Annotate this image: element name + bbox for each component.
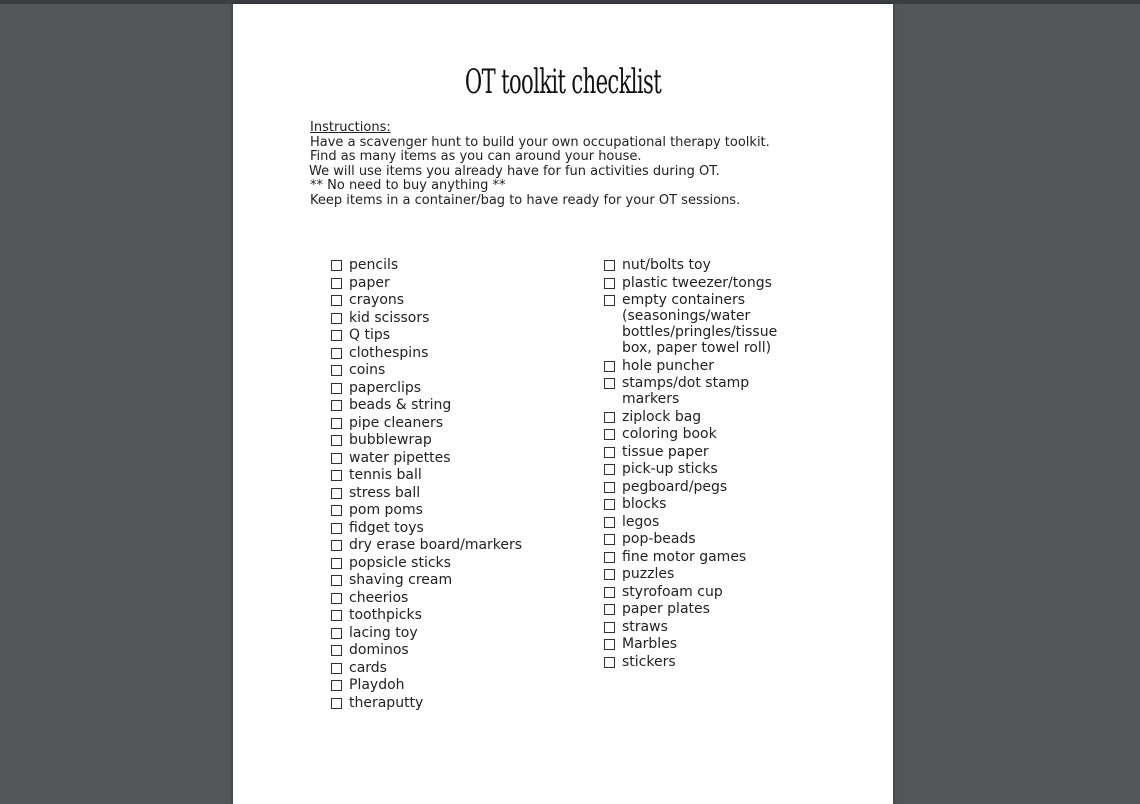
checklist-item	[331, 397, 522, 413]
checklist-item	[331, 695, 522, 711]
checklist-item-label: fine motor games	[622, 548, 747, 565]
checkbox-icon	[331, 663, 342, 674]
checkbox-icon	[331, 383, 342, 394]
checkbox-icon	[331, 330, 342, 341]
checklist-item-label: popsicle sticks	[349, 554, 451, 571]
checklist-item-label: pop-beads	[622, 531, 696, 547]
checklist-item	[604, 601, 804, 617]
checkbox-icon	[331, 558, 342, 569]
checkbox-icon	[331, 400, 342, 411]
checklist-item-label: empty containers (seasonings/water bottles/pringles/tissue box, paper towel roll)	[622, 292, 778, 356]
checklist-item-label: Q tips	[349, 327, 391, 343]
checkbox-icon	[331, 575, 342, 586]
instruction-line: ** No need to buy anything **	[310, 178, 506, 193]
checklist-item-label: Playdoh	[349, 677, 405, 693]
instruction-line: Keep items in a container/bag to have ready for your OT sessions.	[310, 192, 741, 208]
checkbox-icon	[331, 435, 342, 446]
checkbox-icon	[604, 499, 615, 510]
checklist-left-column	[331, 257, 522, 712]
checklist-item-label: paper plates	[622, 601, 710, 617]
checkbox-icon	[331, 698, 342, 709]
checklist-item	[331, 292, 522, 308]
checklist-item	[604, 275, 804, 291]
checklist-item-label: paperclips	[349, 379, 422, 396]
checkbox-icon	[331, 295, 342, 306]
checklist-item	[604, 461, 804, 477]
checklist-item-label: stamps/dot stamp markers	[622, 375, 750, 407]
checklist-item-label: blocks	[622, 496, 667, 512]
checklist-item-label: nut/bolts toy	[622, 257, 711, 273]
checklist-item-label: pipe cleaners	[349, 414, 444, 431]
checkbox-icon	[331, 610, 342, 621]
checkbox-icon	[604, 569, 615, 580]
checklist-item	[604, 257, 804, 273]
checklist-item	[604, 584, 804, 600]
checkbox-icon	[604, 657, 615, 668]
checklist-item	[604, 636, 804, 652]
checklist-item	[604, 514, 804, 530]
checkbox-icon	[604, 361, 615, 372]
checkbox-icon	[331, 418, 342, 429]
checkbox-icon	[331, 540, 342, 551]
checklist-item-label: water pipettes	[349, 449, 451, 466]
checklist-item-label: fidget toys	[349, 519, 424, 536]
checklist-item	[331, 380, 522, 396]
checklist-item-label: beads & string	[349, 397, 452, 413]
checklist-item-label: cheerios	[349, 589, 409, 606]
instructions-heading: Instructions:	[310, 120, 391, 135]
checklist-item	[331, 432, 522, 448]
checklist-item-label: pick-up sticks	[622, 461, 718, 477]
checklist-item-label: ziplock bag	[622, 408, 702, 425]
checklist-item-label: pegboard/pegs	[622, 478, 728, 495]
checkbox-icon	[604, 447, 615, 458]
checklist-item	[604, 358, 804, 374]
checkbox-icon	[331, 488, 342, 499]
instructions	[310, 121, 770, 208]
checkbox-icon	[331, 680, 342, 691]
checklist-item-label: stickers	[622, 653, 676, 670]
checklist-item	[331, 590, 522, 606]
checklist-item-label: pencils	[349, 257, 399, 273]
checklist-item-label: stress ball	[349, 484, 421, 501]
checklist-item	[604, 549, 804, 565]
checklist-right-column	[604, 257, 804, 671]
checklist-item-label: legos	[622, 513, 660, 530]
checkbox-icon	[331, 645, 342, 656]
checklist-item-label: styrofoam cup	[622, 583, 723, 600]
checkbox-icon	[604, 464, 615, 475]
checklist-item	[604, 654, 804, 670]
checklist-item-label: coins	[349, 362, 386, 378]
checklist-item-label: dominos	[349, 642, 409, 658]
checklist-item-label: tissue paper	[622, 443, 709, 460]
checkbox-icon	[331, 348, 342, 359]
checklist-item	[331, 642, 522, 658]
checklist-item	[331, 257, 522, 273]
checklist-item	[331, 310, 522, 326]
checklist-item-label: hole puncher	[622, 357, 714, 374]
checklist-item-label: cards	[349, 659, 387, 676]
checkbox-icon	[604, 587, 615, 598]
checklist-item-label: dry erase board/markers	[349, 537, 523, 553]
checkbox-icon	[604, 378, 615, 389]
checklist-item	[604, 531, 804, 547]
checklist-item	[331, 537, 522, 553]
checkbox-icon	[604, 517, 615, 528]
checklist-item	[604, 375, 804, 407]
checklist-item-label: lacing toy	[349, 624, 418, 641]
checkbox-icon	[331, 453, 342, 464]
checkbox-icon	[331, 470, 342, 481]
checkbox-icon	[604, 278, 615, 289]
checkbox-icon	[604, 604, 615, 615]
checkbox-icon	[331, 278, 342, 289]
checklist-item	[604, 496, 804, 512]
checklist-item	[331, 275, 522, 291]
checklist-item-label: kid scissors	[349, 309, 430, 326]
checkbox-icon	[331, 628, 342, 639]
checklist-item	[331, 677, 522, 693]
checklist-item	[604, 409, 804, 425]
checklist-item	[604, 426, 804, 442]
checkbox-icon	[604, 429, 615, 440]
checklist-item-label: crayons	[349, 292, 405, 308]
checkbox-icon	[331, 593, 342, 604]
checklist-item-label: pom poms	[349, 502, 423, 518]
checklist-item	[604, 619, 804, 635]
instruction-line: Find as many items as you can around your house.	[310, 149, 642, 164]
checklist-item-label: paper	[349, 274, 390, 291]
checkbox-icon	[604, 412, 615, 423]
checklist-item	[331, 345, 522, 361]
pdf-page	[233, 4, 893, 804]
checklist-item	[331, 327, 522, 343]
page-title: OT toolkit checklist	[464, 62, 662, 102]
checkbox-icon	[604, 260, 615, 271]
checklist-item-label: theraputty	[349, 694, 424, 711]
checklist-item-label: puzzles	[622, 566, 675, 582]
checklist-item-label: plastic tweezer/tongs	[622, 274, 772, 291]
checkbox-icon	[331, 260, 342, 271]
checkbox-icon	[331, 505, 342, 516]
checklist-item	[604, 444, 804, 460]
checklist-item-label: straws	[622, 618, 668, 635]
checklist-item-label: Marbles	[622, 636, 678, 652]
checklist-item	[331, 625, 522, 641]
checklist-item	[331, 485, 522, 501]
checkbox-icon	[604, 639, 615, 650]
checklist-item	[331, 607, 522, 623]
checkbox-icon	[331, 365, 342, 376]
checklist-item	[331, 660, 522, 676]
checklist-item-label: shaving cream	[349, 572, 453, 588]
checklist-item	[331, 520, 522, 536]
instruction-line: We will use items you already have for fun activities during OT.	[309, 163, 720, 179]
checklist-item	[604, 566, 804, 582]
checkbox-icon	[604, 622, 615, 633]
checklist-item-label: tennis ball	[349, 467, 422, 483]
checklist-item	[331, 467, 522, 483]
instruction-line: Have a scavenger hunt to build your own occupational therapy toolkit.	[310, 134, 770, 150]
checklist-item	[331, 502, 522, 518]
checkbox-icon	[604, 295, 615, 306]
checklist-item-label: bubblewrap	[349, 432, 432, 448]
checklist-item	[331, 572, 522, 588]
checklist-item	[604, 479, 804, 495]
checkbox-icon	[604, 552, 615, 563]
checklist-item	[331, 555, 522, 571]
checklist-item	[331, 450, 522, 466]
checkbox-icon	[604, 482, 615, 493]
checklist-item	[331, 362, 522, 378]
checkbox-icon	[604, 534, 615, 545]
checklist-item-label: clothespins	[349, 344, 429, 361]
checklist-item-label: toothpicks	[349, 607, 422, 623]
checklist-item	[331, 415, 522, 431]
checkbox-icon	[331, 523, 342, 534]
checklist-item-label: coloring book	[622, 426, 717, 442]
checklist-item	[604, 292, 804, 356]
checkbox-icon	[331, 313, 342, 324]
